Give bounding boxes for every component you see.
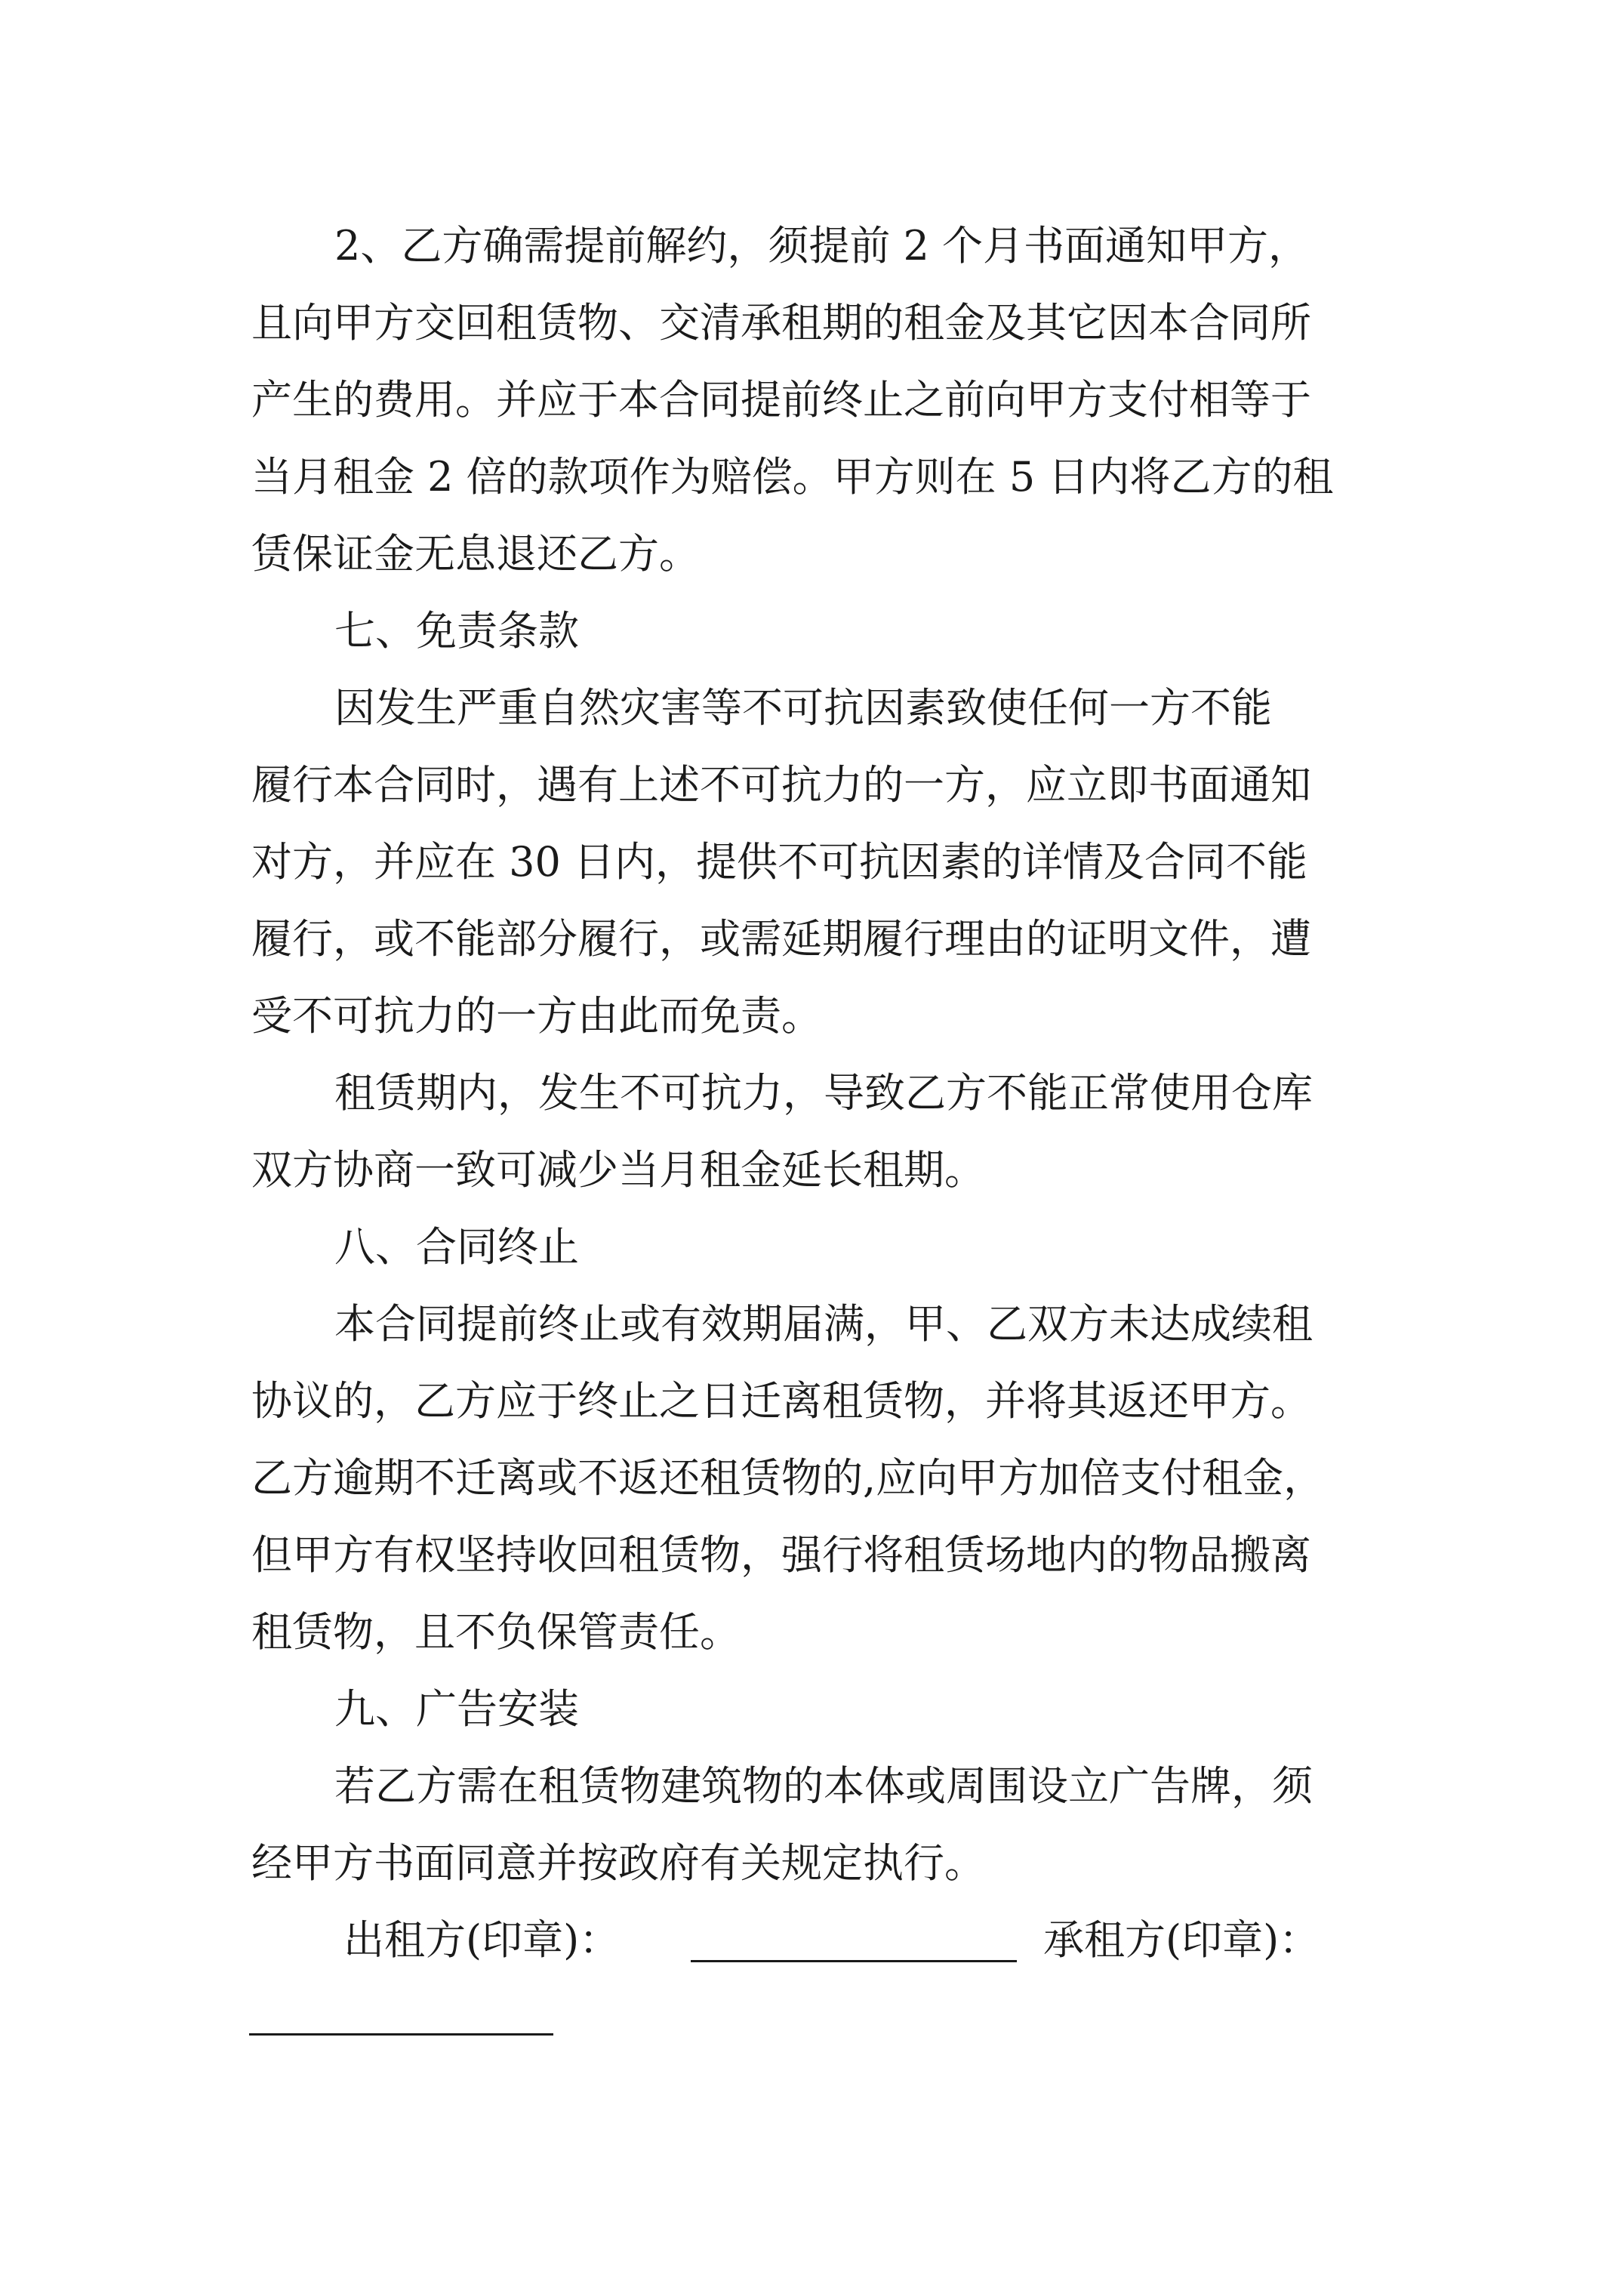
section-heading [0, 590, 1623, 673]
paragraph-line [0, 744, 1623, 827]
paragraph-line [0, 1514, 1623, 1597]
line-text: 本合同提前终止或有效期届满，甲、乙双方未达成续租 [334, 1300, 1313, 1348]
heading-text: 七、免责条款 [334, 607, 579, 655]
paragraph-line [0, 282, 1623, 365]
line-text: 双方协商一致可减少当月租金延长租期。 [251, 1146, 985, 1194]
line-text: 当月租金 2 倍的款项作为赔偿。甲方则在 5 日内将乙方的租 [251, 453, 1334, 501]
heading-text: 九、广告安装 [334, 1685, 579, 1733]
line-text: 租赁期内，发生不可抗力，导致乙方不能正常使用仓库 [334, 1069, 1313, 1117]
line-text: 受不可抗力的一方由此而免责。 [251, 992, 822, 1040]
paragraph-line [0, 513, 1623, 596]
paragraph-line [0, 359, 1623, 442]
paragraph-line [0, 1745, 1623, 1828]
line-text: 租赁物，且不负保管责任。 [251, 1608, 741, 1656]
paragraph-line [0, 1052, 1623, 1135]
paragraph-line [0, 821, 1623, 904]
line-text: 协议的，乙方应于终止之日迁离租赁物，并将其返还甲方。 [251, 1377, 1311, 1425]
paragraph-line [0, 1129, 1623, 1212]
line-text: 履行本合同时，遇有上述不可抗力的一方，应立即书面通知 [251, 761, 1311, 809]
paragraph-line [0, 898, 1623, 981]
lessee-signature-line [249, 2033, 553, 2036]
section-heading [0, 1206, 1623, 1289]
paragraph-line [0, 975, 1623, 1058]
paragraph-line [0, 436, 1623, 519]
line-text: 经甲方书面同意并按政府有关规定执行。 [251, 1839, 985, 1887]
line-text: 若乙方需在租赁物建筑物的本体或周围设立广告牌，须 [334, 1762, 1313, 1810]
paragraph-line [0, 1591, 1623, 1674]
line-text: 乙方逾期不迁离或不返还租赁物的,应向甲方加倍支付租金， [251, 1454, 1325, 1502]
lessee-seal-label: 承租方(印章)： [1043, 1916, 1320, 1964]
line-text: 产生的费用。并应于本合同提前终止之前向甲方支付相等于 [251, 376, 1311, 424]
line-text: 履行，或不能部分履行，或需延期履行理由的证明文件，遭 [251, 915, 1311, 963]
section-heading [0, 1668, 1623, 1751]
paragraph-line [0, 667, 1623, 750]
paragraph-line [0, 1360, 1623, 1443]
heading-text: 八、合同终止 [334, 1223, 579, 1271]
line-text: 2、乙方确需提前解约，须提前 2 个月书面通知甲方， [334, 222, 1310, 270]
lessor-seal-label: 出租方(印章)： [343, 1916, 621, 1964]
line-text: 且向甲方交回租赁物、交清承租期的租金及其它因本合同所 [251, 299, 1311, 347]
paragraph-line [0, 205, 1623, 288]
paragraph-line [0, 1822, 1623, 1905]
line-text: 但甲方有权坚持收回租赁物，强行将租赁场地内的物品搬离 [251, 1531, 1311, 1579]
line-text: 赁保证金无息退还乙方。 [251, 530, 700, 578]
signature-block [0, 1899, 1623, 1982]
paragraph-line [0, 1283, 1623, 1366]
line-text: 对方，并应在 30 日内，提供不可抗因素的详情及合同不能 [251, 838, 1308, 886]
line-text: 因发生严重自然灾害等不可抗因素致使任何一方不能 [334, 684, 1272, 732]
paragraph-line [0, 1437, 1623, 1520]
lessor-signature-line [691, 1960, 1017, 1962]
